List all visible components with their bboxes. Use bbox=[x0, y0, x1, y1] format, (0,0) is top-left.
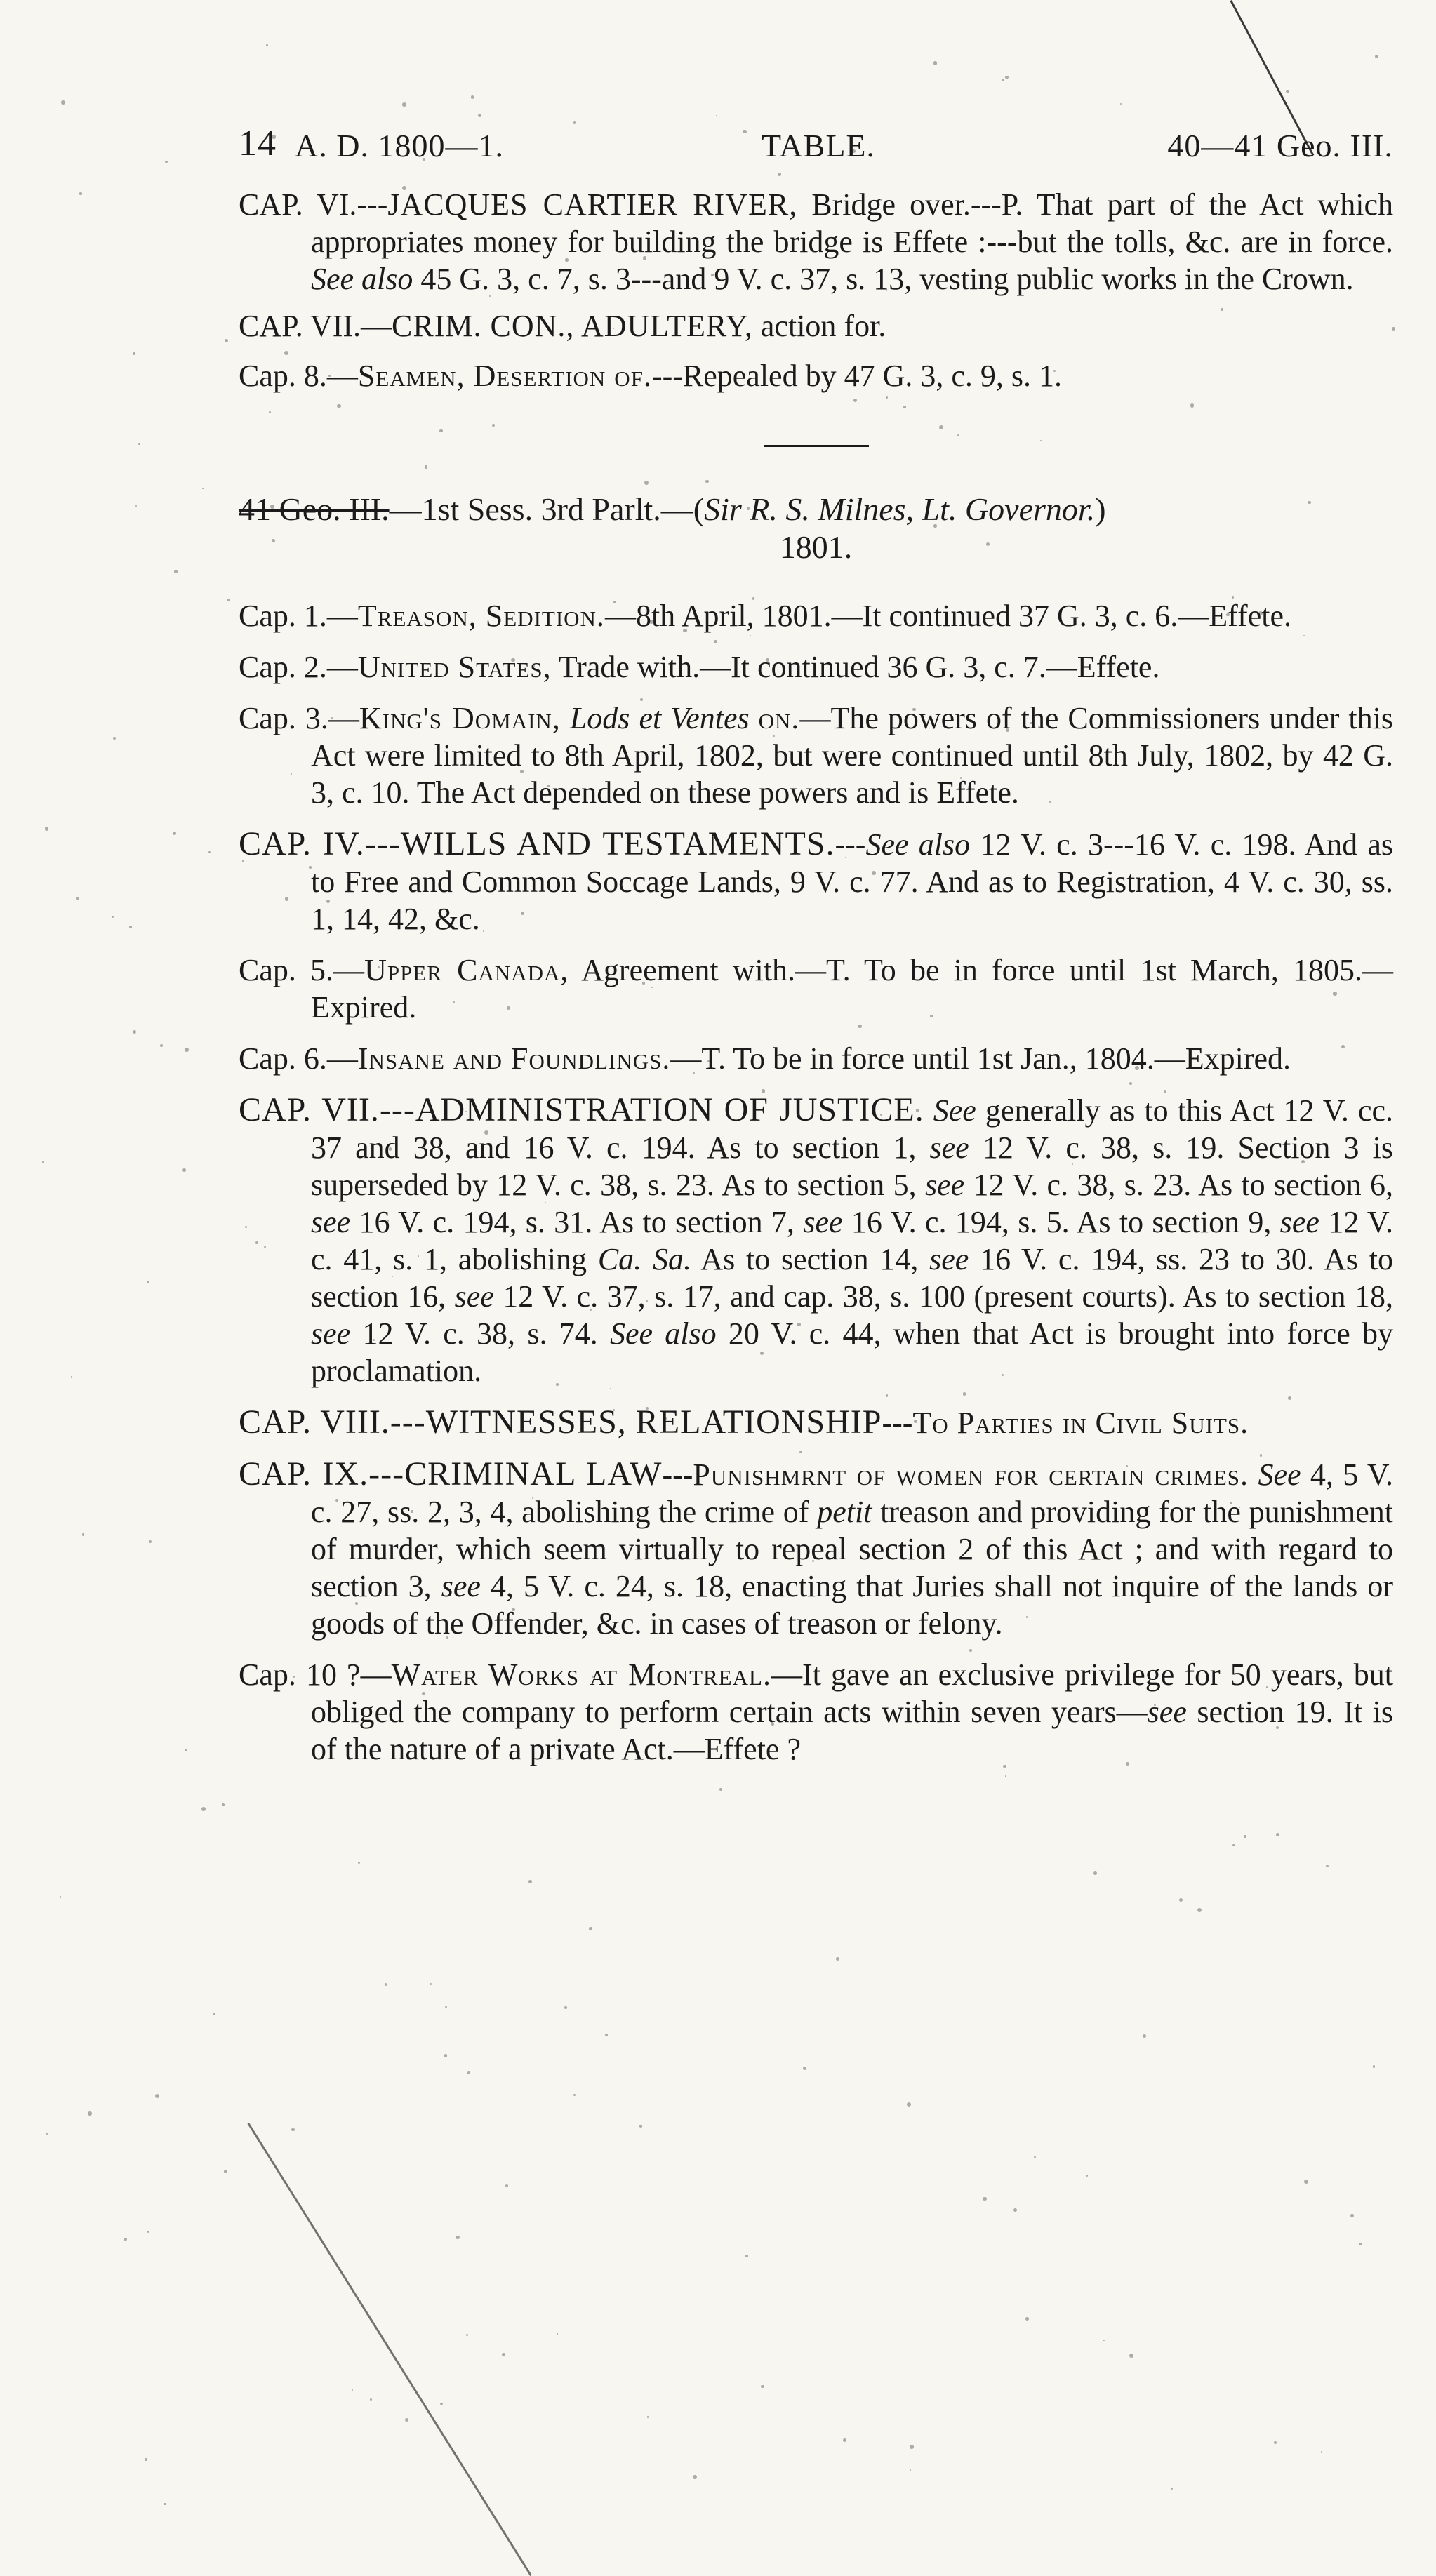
scan-speck bbox=[201, 1807, 206, 1811]
cap-text: Punishmrnt of women for certain crimes. bbox=[693, 1457, 1249, 1492]
cap-text: —8th April, 1801.—It continued 37 G. 3, c. 6.—Effete. bbox=[604, 599, 1291, 633]
section-41-geo-iii bbox=[239, 597, 1393, 1768]
cap-label: CAP. VIII.--- bbox=[239, 1403, 426, 1441]
scan-speck bbox=[836, 1957, 839, 1961]
cap-text: Bridge over.---P. That part of the Act which appropriates money for building the bridge is Effete :---but the tolls, &c. are in force. bbox=[311, 187, 1393, 259]
cap-subject: ADMINISTRATION OF JUSTICE. bbox=[415, 1091, 924, 1128]
cap-entry bbox=[239, 186, 1393, 298]
scan-speck bbox=[42, 1161, 44, 1163]
scan-speck bbox=[1129, 2354, 1133, 2358]
scan-speck bbox=[605, 2034, 608, 2036]
scan-speck bbox=[46, 2133, 48, 2135]
cap-entry bbox=[239, 1455, 1393, 1642]
scan-speck bbox=[1244, 1835, 1246, 1838]
cap-text: treason and providing for the punishment of murder, which seem virtually to repeal section 2 of this Act ; and with regard to section 3, bbox=[311, 1495, 1393, 1603]
scan-speck bbox=[208, 851, 211, 853]
cap-text: see bbox=[1279, 1205, 1319, 1239]
cap-text: see bbox=[929, 1242, 969, 1276]
cap-text: 16 V. c. 194, s. 31. As to section 7, bbox=[350, 1205, 804, 1239]
cap-subject: Upper Canada, bbox=[364, 953, 569, 987]
scan-speck bbox=[505, 2184, 508, 2187]
cap-text: section 19. It is of the nature of a private Act.—Effete ? bbox=[311, 1695, 1394, 1766]
cap-subject: WILLS AND TESTAMENTS. bbox=[400, 825, 835, 862]
running-header bbox=[239, 123, 1393, 186]
scan-speck bbox=[573, 2094, 575, 2095]
scan-speck bbox=[564, 2006, 567, 2009]
cap-label: Cap. 2.— bbox=[239, 650, 358, 684]
scan-speck bbox=[1179, 1898, 1183, 1902]
scan-speck bbox=[647, 2416, 649, 2417]
session-line bbox=[239, 490, 1393, 528]
cap-label: CAP. VII.— bbox=[239, 309, 392, 343]
scan-speck bbox=[1286, 90, 1289, 93]
scan-speck bbox=[471, 95, 474, 98]
cap-text: see bbox=[1147, 1695, 1187, 1729]
scan-speck bbox=[352, 2389, 353, 2391]
scan-speck bbox=[907, 2102, 911, 2107]
header-date: A. D. 1800—1. bbox=[295, 128, 504, 163]
scan-speck bbox=[88, 2111, 92, 2116]
scan-speck bbox=[358, 1862, 360, 1864]
cap-text: 4, 5 V. c. 24, s. 18, enacting that Juries shall not inquire of the lands or goods of the Offender, &c. in cases of treason or felony. bbox=[311, 1569, 1393, 1641]
scan-speck bbox=[1304, 2180, 1308, 2184]
scan-speck bbox=[135, 505, 137, 507]
cap-entry bbox=[239, 825, 1393, 937]
cap-label: CAP. IV.--- bbox=[239, 825, 401, 862]
cap-subject: CRIM. CON., ADULTERY, bbox=[392, 309, 753, 343]
cap-text: 20 V. c. 44, when that Act is brought into force by proclamation. bbox=[311, 1316, 1394, 1388]
session-close: ) bbox=[1095, 491, 1106, 527]
scan-speck bbox=[440, 2403, 443, 2405]
cap-text: petit bbox=[817, 1495, 872, 1529]
cap-label: Cap. 3.— bbox=[239, 701, 359, 735]
scan-speck bbox=[266, 44, 268, 46]
cap-text: Agreement with.—T. To be in force until 1st March, 1805.—Expired. bbox=[311, 953, 1393, 1025]
scan-speck bbox=[185, 1048, 189, 1052]
cap-label: Cap. 1.— bbox=[239, 599, 358, 633]
cap-subject: King's Domain, bbox=[359, 701, 561, 735]
session-year: 1801. bbox=[779, 529, 853, 565]
scan-speck bbox=[222, 1803, 225, 1806]
session-governor: Sir R. S. Milnes, Lt. Governor. bbox=[704, 491, 1096, 527]
scan-speck bbox=[112, 916, 114, 918]
cap-text: --- bbox=[882, 1406, 913, 1440]
cap-text bbox=[561, 701, 570, 735]
scan-speck bbox=[445, 2006, 447, 2008]
cap-text: action for. bbox=[752, 309, 886, 343]
cap-subject: JACQUES CARTIER RIVER, bbox=[387, 187, 798, 222]
cap-text: see bbox=[454, 1279, 494, 1314]
scan-speck bbox=[639, 2125, 642, 2128]
session-heading bbox=[239, 490, 1393, 566]
scan-speck bbox=[61, 100, 65, 105]
cap-entry bbox=[239, 1091, 1393, 1389]
scan-speck bbox=[1093, 1871, 1097, 1875]
scan-speck bbox=[405, 2418, 408, 2422]
cap-entry bbox=[239, 700, 1393, 811]
cap-text: See also bbox=[311, 262, 413, 296]
cap-subject: Seamen, Desertion of. bbox=[357, 359, 652, 393]
scan-speck bbox=[1025, 2317, 1029, 2321]
scan-speck bbox=[45, 827, 49, 831]
scan-speck bbox=[983, 2197, 987, 2201]
scan-speck bbox=[589, 1927, 592, 1930]
scan-speck bbox=[444, 2054, 447, 2057]
scan-speck bbox=[129, 926, 132, 928]
scan-speck bbox=[79, 192, 81, 194]
cap-text: Ca. Sa. bbox=[597, 1242, 691, 1276]
scan-speck bbox=[1350, 2214, 1354, 2217]
scan-speck bbox=[147, 1281, 150, 1284]
cap-text: 45 G. 3, c. 7, s. 3---and 9 V. c. 37, s. 13, vesting public works in the Crown. bbox=[413, 262, 1354, 296]
cap-entry bbox=[239, 1403, 1393, 1441]
section-divider bbox=[764, 445, 869, 447]
cap-text: see bbox=[929, 1130, 969, 1165]
scan-speck bbox=[164, 2503, 166, 2506]
header-regnal-year: 40—41 Geo. III. bbox=[1167, 128, 1393, 163]
scan-speck bbox=[430, 1983, 432, 1986]
scan-speck bbox=[71, 1376, 72, 1377]
cap-text: 16 V. c. 194, ss. 23 to 30. As to section 16, bbox=[311, 1242, 1393, 1314]
cap-text: —T. To be in force until 1st Jan., 1804.—Expired. bbox=[670, 1041, 1291, 1076]
scan-speck bbox=[803, 2067, 806, 2070]
scan-speck bbox=[385, 1983, 387, 1986]
cap-label: CAP. VII.--- bbox=[239, 1091, 415, 1128]
scan-speck bbox=[466, 2334, 468, 2336]
cap-text: see bbox=[441, 1569, 481, 1603]
cap-text: See bbox=[1258, 1457, 1301, 1492]
scan-speck bbox=[370, 2398, 372, 2401]
scan-speck bbox=[1373, 2065, 1375, 2067]
scan-speck bbox=[1103, 2340, 1104, 2341]
cap-text: See bbox=[933, 1093, 976, 1128]
scan-speck bbox=[745, 2255, 748, 2257]
scan-speck bbox=[182, 1168, 186, 1172]
cap-text: See also bbox=[865, 827, 971, 862]
cap-label: CAP. VI.--- bbox=[239, 187, 388, 222]
cap-entry bbox=[239, 952, 1393, 1026]
scan-speck bbox=[843, 2438, 846, 2442]
cap-text: 12 V. c. 37, s. 17, and cap. 38, s. 100 (present courts). As to section 18, bbox=[493, 1279, 1393, 1314]
scan-speck bbox=[456, 2236, 460, 2240]
cap-text: see bbox=[311, 1316, 351, 1351]
pencil-stroke bbox=[247, 2123, 531, 2576]
cap-label: Cap. 8.— bbox=[239, 359, 358, 393]
cap-subject: Treason, Sedition. bbox=[357, 599, 605, 633]
cap-text: generally as to this Act 12 V. cc. 37 and 38, and 16 V. c. 194. As to section 1, bbox=[311, 1093, 1394, 1165]
cap-subject: CRIMINAL LAW bbox=[404, 1455, 663, 1493]
cap-text: To Parties in Civil Suits. bbox=[912, 1406, 1249, 1440]
cap-text: 12 V. c. 38, s. 74. bbox=[350, 1316, 610, 1351]
scan-speck bbox=[124, 2238, 127, 2241]
cap-text bbox=[924, 1093, 933, 1128]
scan-speck bbox=[155, 2094, 159, 2098]
cap-text: —The powers of the Commissioners under this Act were limited to 8th April, 1802, but were continued until 8th July, 1802, by 42 G. 3, c. 10. The Act depended on these powers and is Effete. bbox=[311, 701, 1393, 810]
scan-speck bbox=[174, 570, 178, 574]
cap-text: see bbox=[311, 1205, 351, 1239]
cap-entry bbox=[239, 357, 1393, 394]
scan-speck bbox=[1359, 2243, 1362, 2245]
section-40-41-geo-iii bbox=[239, 186, 1393, 394]
cap-text: 12 V. c. 38, s. 23. As to section 6, bbox=[964, 1168, 1393, 1202]
scan-speck bbox=[173, 832, 176, 835]
scan-speck bbox=[402, 102, 406, 107]
scan-speck bbox=[82, 1533, 84, 1535]
scan-speck bbox=[1005, 76, 1009, 79]
scan-speck bbox=[910, 2469, 911, 2471]
cap-text: --- bbox=[662, 1457, 693, 1492]
scan-speck bbox=[149, 1540, 152, 1543]
cap-text: 12 V. c. 38, s. 19. Section 3 is superseded by 12 V. c. 38, s. 23. As to section 5, bbox=[311, 1130, 1393, 1202]
scan-speck bbox=[138, 443, 140, 446]
scan-speck bbox=[478, 114, 481, 117]
scan-speck bbox=[213, 2013, 215, 2015]
scan-speck bbox=[225, 339, 228, 342]
cap-text: 12 V. c. 3---16 V. c. 198. And as to Free and Common Soccage Lands, 9 V. c. 77. And as to Registration, 4 V. c. 30, ss. 1, 14, 42, &c. bbox=[311, 827, 1393, 936]
scan-speck bbox=[160, 1044, 163, 1047]
cap-text: on. bbox=[758, 701, 800, 735]
scan-speck bbox=[502, 2353, 505, 2356]
cap-text: See also bbox=[609, 1316, 717, 1351]
cap-text: ---Repealed by 47 G. 3, c. 9, s. 1. bbox=[651, 359, 1063, 393]
scan-speck bbox=[716, 115, 717, 116]
cap-label: CAP. IX.--- bbox=[239, 1455, 405, 1493]
cap-entry bbox=[239, 1040, 1393, 1077]
cap-label: Cap. 10 ?— bbox=[239, 1657, 392, 1692]
scan-speck bbox=[1321, 2451, 1322, 2452]
scan-speck bbox=[1197, 1908, 1202, 1912]
cap-text bbox=[750, 701, 759, 735]
scan-speck bbox=[1232, 1844, 1235, 1847]
scan-speck bbox=[145, 2458, 147, 2461]
scan-speck bbox=[1326, 1865, 1329, 1868]
scan-speck bbox=[1375, 55, 1378, 58]
scan-speck bbox=[1120, 103, 1122, 105]
session-regnal: 41 Geo. III. bbox=[239, 491, 390, 527]
scan-speck bbox=[1034, 2156, 1036, 2158]
scan-speck bbox=[291, 2128, 294, 2131]
cap-entry bbox=[239, 307, 1393, 345]
scan-speck bbox=[910, 2445, 914, 2449]
scan-speck bbox=[1013, 2208, 1017, 2212]
scan-speck bbox=[1086, 2175, 1088, 2177]
scan-speck bbox=[1171, 2488, 1173, 2490]
scan-speck bbox=[133, 352, 135, 355]
scan-speck bbox=[467, 2071, 470, 2074]
scan-speck bbox=[719, 1788, 722, 1791]
scan-speck bbox=[1143, 2034, 1146, 2038]
cap-entry bbox=[239, 1656, 1393, 1768]
scan-speck bbox=[165, 161, 168, 163]
scan-speck bbox=[761, 2385, 764, 2388]
scan-speck bbox=[528, 1880, 532, 1883]
scan-speck bbox=[113, 737, 116, 740]
scan-speck bbox=[147, 2231, 149, 2233]
cap-text bbox=[1249, 1457, 1258, 1492]
cap-text: Lods et Ventes bbox=[569, 701, 750, 735]
scan-speck bbox=[185, 1749, 187, 1751]
cap-text: --- bbox=[835, 827, 866, 862]
cap-label: Cap. 5.— bbox=[239, 953, 365, 987]
cap-text: Trade with.—It continued 36 G. 3, c. 7.—Effete. bbox=[551, 650, 1160, 684]
cap-entry bbox=[239, 597, 1393, 634]
cap-subject: United States, bbox=[357, 650, 552, 684]
cap-text: see bbox=[925, 1168, 965, 1202]
cap-subject: WITNESSES, RELATIONSHIP bbox=[425, 1403, 882, 1441]
cap-text: see bbox=[803, 1205, 843, 1239]
scan-speck bbox=[133, 1030, 136, 1034]
scan-speck bbox=[60, 1896, 62, 1898]
scan-speck bbox=[933, 61, 937, 65]
cap-subject: Insane and Foundlings. bbox=[357, 1041, 671, 1076]
cap-text: 12 V. c. 41, s. 1, abolishing bbox=[311, 1205, 1393, 1276]
scan-speck bbox=[1002, 79, 1005, 82]
cap-text: 4, 5 V. c. 27, ss. 2, 3, 4, abolishing the crime of bbox=[311, 1457, 1394, 1529]
session-text: —1st Sess. 3rd Parlt.—( bbox=[389, 491, 705, 527]
scan-speck bbox=[693, 2475, 697, 2479]
scan-speck bbox=[227, 599, 231, 602]
cap-subject: Water Works at Montreal. bbox=[391, 1657, 771, 1692]
cap-text: —It gave an exclusive privilege for 50 years, but obliged the company to perform certain acts within seven years— bbox=[311, 1657, 1393, 1729]
page-number: 14 bbox=[239, 124, 277, 163]
scan-speck bbox=[224, 2170, 227, 2173]
document-page bbox=[239, 123, 1393, 1782]
cap-text: 16 V. c. 194, s. 5. As to section 9, bbox=[842, 1205, 1280, 1239]
scan-speck bbox=[557, 2333, 559, 2335]
cap-entry bbox=[239, 648, 1393, 686]
scan-speck bbox=[1276, 1833, 1279, 1836]
cap-label: Cap. 6.— bbox=[239, 1041, 358, 1076]
header-title: TABLE. bbox=[762, 128, 876, 163]
scan-speck bbox=[1274, 2441, 1277, 2444]
cap-text: As to section 14, bbox=[691, 1242, 930, 1276]
scan-speck bbox=[76, 897, 79, 900]
scan-speck bbox=[202, 488, 204, 489]
